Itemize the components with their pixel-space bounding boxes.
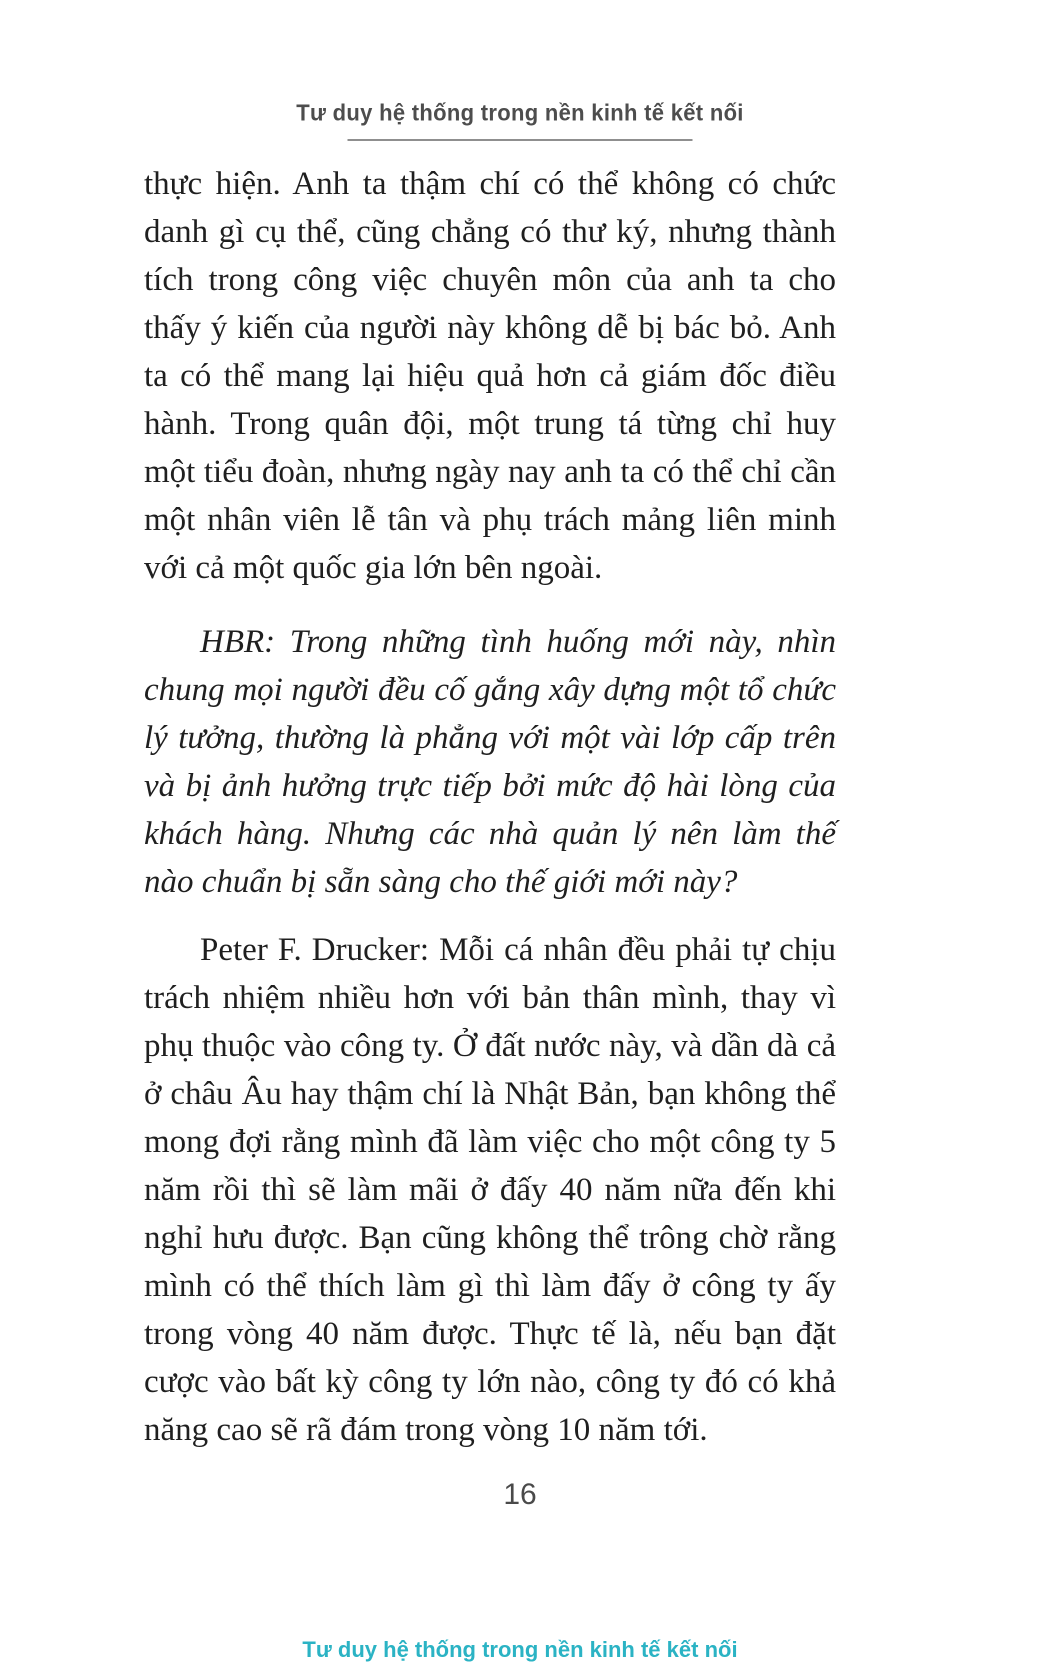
body-text-block — [144, 160, 836, 1480]
running-header-title: Tư duy hệ thống trong nền kinh tế kết nối — [296, 99, 744, 126]
paragraph-continuation: thực hiện. Anh ta thậm chí có thể không có chức danh gì cụ thể, cũng chẳng có thư ký, nhưng thành tích trong công việc chuyên môn của anh ta cho thấy ý kiến của người này không dễ bị bác bỏ. Anh ta có thể mang lại hiệu quả hơn cả giám đốc điều hành. Trong quân đội, một trung tá từng chỉ huy một tiểu đoàn, nhưng ngày nay anh ta có thể chỉ cần một nhân viên lễ tân và phụ trách mảng liên minh với cả một quốc gia lớn bên ngoài. — [144, 166, 836, 586]
header-rule-divider — [348, 139, 693, 141]
page-number: 16 — [503, 1478, 537, 1511]
next-page-header-clipped: Tư duy hệ thống trong nền kinh tế kết nối — [302, 1637, 738, 1662]
paragraph-hbr-question: HBR: Trong những tình huống mới này, nhìn chung mọi người đều cố gắng xây dựng một tổ chức lý tưởng, thường là phẳng với một vài lớp cấp trên và bị ảnh hưởng trực tiếp bởi mức độ hài lòng của khách hàng. Nhưng các nhà quản lý nên làm thế nào chuẩn bị sẵn sàng cho thế giới mới này? — [144, 624, 836, 900]
paragraph-drucker-answer: Peter F. Drucker: Mỗi cá nhân đều phải tự chịu trách nhiệm nhiều hơn với bản thân mình, thay vì phụ thuộc vào công ty. Ở đất nước này, và dần dà cả ở châu Âu hay thậm chí là Nhật Bản, bạn không thể mong đợi rằng mình đã làm việc cho một công ty 5 năm rồi thì sẽ làm mãi ở đấy 40 năm nữa đến khi nghỉ hưu được. Bạn cũng không thể trông chờ rằng mình có thể thích làm gì thì làm đấy ở công ty ấy trong vòng 40 năm được. Thực tế là, nếu bạn đặt cược vào bất kỳ công ty lớn nào, công ty đó có khả năng cao sẽ rã đám trong vòng 10 năm tới. — [144, 932, 836, 1448]
